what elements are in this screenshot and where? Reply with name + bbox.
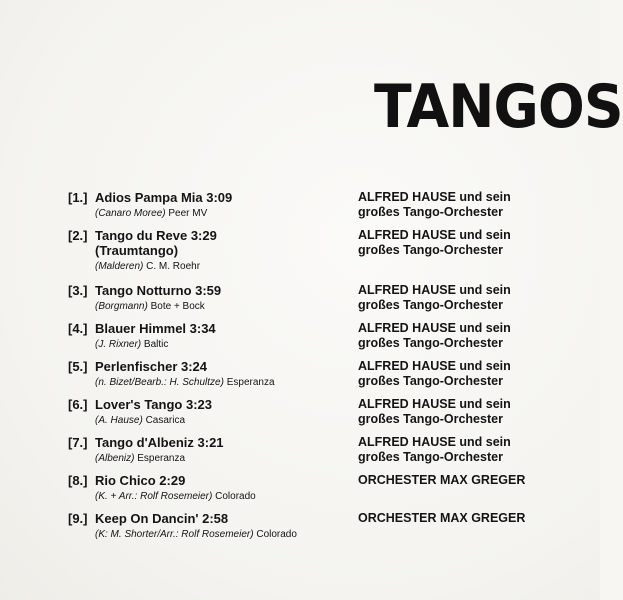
- track-number: [1.]: [68, 190, 88, 205]
- track-item-7: [68, 435, 588, 473]
- track-composer: (J. Rixner): [95, 339, 142, 350]
- track-artist: [358, 473, 588, 511]
- track-title: Tango d'Albeniz 3:21: [95, 435, 224, 450]
- track-item-3: [68, 283, 588, 321]
- track-title: Keep On Dancin' 2:58: [95, 511, 229, 526]
- artist-line: ALFRED HAUSE und sein: [358, 321, 511, 335]
- track-title: Lover's Tango 3:23: [95, 397, 212, 412]
- track-number: [7.]: [68, 435, 88, 450]
- track-item-2: [68, 228, 588, 283]
- track-number: [4.]: [68, 321, 88, 336]
- track-title: Adios Pampa Mia 3:09: [95, 190, 233, 205]
- track-publisher: Baltic: [143, 339, 169, 350]
- track-credit: [95, 452, 358, 465]
- track-title: Tango Notturno 3:59: [95, 283, 222, 298]
- artist-line: großes Tango-Orchester: [358, 243, 503, 257]
- track-credit: [95, 414, 358, 427]
- track-publisher: Colorado: [256, 529, 297, 540]
- track-number: [2.]: [68, 228, 88, 243]
- track-composer: (Canaro Moree): [95, 208, 166, 219]
- track-number: [9.]: [68, 511, 88, 526]
- track-number: [6.]: [68, 397, 88, 412]
- track-artist: [358, 435, 588, 473]
- artist-line: ALFRED HAUSE und sein: [358, 397, 511, 411]
- artist-line: ORCHESTER MAX GREGER: [358, 511, 526, 525]
- artist-line: ALFRED HAUSE und sein: [358, 359, 511, 373]
- artist-line: ORCHESTER MAX GREGER: [358, 473, 526, 487]
- track-number: [8.]: [68, 473, 88, 488]
- track-composer: (K: M. Shorter/Arr.: Rolf Rosemeier): [95, 529, 254, 540]
- track-artist: [358, 283, 588, 321]
- artist-line: ALFRED HAUSE und sein: [358, 283, 511, 297]
- artist-line: großes Tango-Orchester: [358, 205, 503, 219]
- track-credit: [95, 207, 358, 220]
- track-item-8: [68, 473, 588, 511]
- track-item-1: [68, 190, 588, 228]
- track-publisher: Casarica: [145, 415, 186, 426]
- track-credit: [95, 260, 358, 273]
- track-number: [5.]: [68, 359, 88, 374]
- track-item-5: [68, 359, 588, 397]
- track-title: Blauer Himmel 3:34: [95, 321, 216, 336]
- artist-line: großes Tango-Orchester: [358, 450, 503, 464]
- artist-line: ALFRED HAUSE und sein: [358, 435, 511, 449]
- page-heading: TANGOS: [374, 72, 623, 142]
- track-publisher: Esperanza: [137, 453, 186, 464]
- artist-line: großes Tango-Orchester: [358, 412, 503, 426]
- track-composer: (Malderen): [95, 261, 144, 272]
- track-publisher: C. M. Roehr: [146, 261, 201, 272]
- track-artist: [358, 359, 588, 397]
- track-composer: (K. + Arr.: Rolf Rosemeier): [95, 491, 213, 502]
- track-artist: [358, 228, 588, 283]
- artist-line: großes Tango-Orchester: [358, 298, 503, 312]
- track-publisher: Colorado: [215, 491, 256, 502]
- track-composer: (n. Bizet/Bearb.: H. Schultze): [95, 377, 224, 388]
- track-artist: [358, 397, 588, 435]
- track-credit: [95, 300, 358, 313]
- track-artist: [358, 321, 588, 359]
- track-number: [3.]: [68, 283, 88, 298]
- track-title: Rio Chico 2:29: [95, 473, 186, 488]
- track-publisher: Bote + Bock: [150, 301, 205, 312]
- track-artist: [358, 511, 588, 549]
- track-composer: (Albeniz): [95, 453, 135, 464]
- artist-line: großes Tango-Orchester: [358, 374, 503, 388]
- track-publisher: Esperanza: [226, 377, 275, 388]
- track-credit: [95, 490, 358, 503]
- track-credit: [95, 376, 358, 389]
- track-credit: [95, 528, 358, 541]
- artist-line: ALFRED HAUSE und sein: [358, 228, 511, 242]
- artist-line: großes Tango-Orchester: [358, 336, 503, 350]
- artist-line: ALFRED HAUSE und sein: [358, 190, 511, 204]
- track-credit: [95, 338, 358, 351]
- track-item-9: [68, 511, 588, 549]
- track-title-subtitle: (Traumtango): [95, 243, 179, 258]
- track-composer: (Borgmann): [95, 301, 148, 312]
- track-publisher: Peer MV: [168, 208, 208, 219]
- track-artist: [358, 190, 588, 228]
- track-item-4: [68, 321, 588, 359]
- track-title: Tango du Reve 3:29: [95, 228, 217, 243]
- track-composer: (A. Hause): [95, 415, 143, 426]
- track-title: Perlenfischer 3:24: [95, 359, 208, 374]
- track-item-6: [68, 397, 588, 435]
- track-list: [68, 190, 588, 549]
